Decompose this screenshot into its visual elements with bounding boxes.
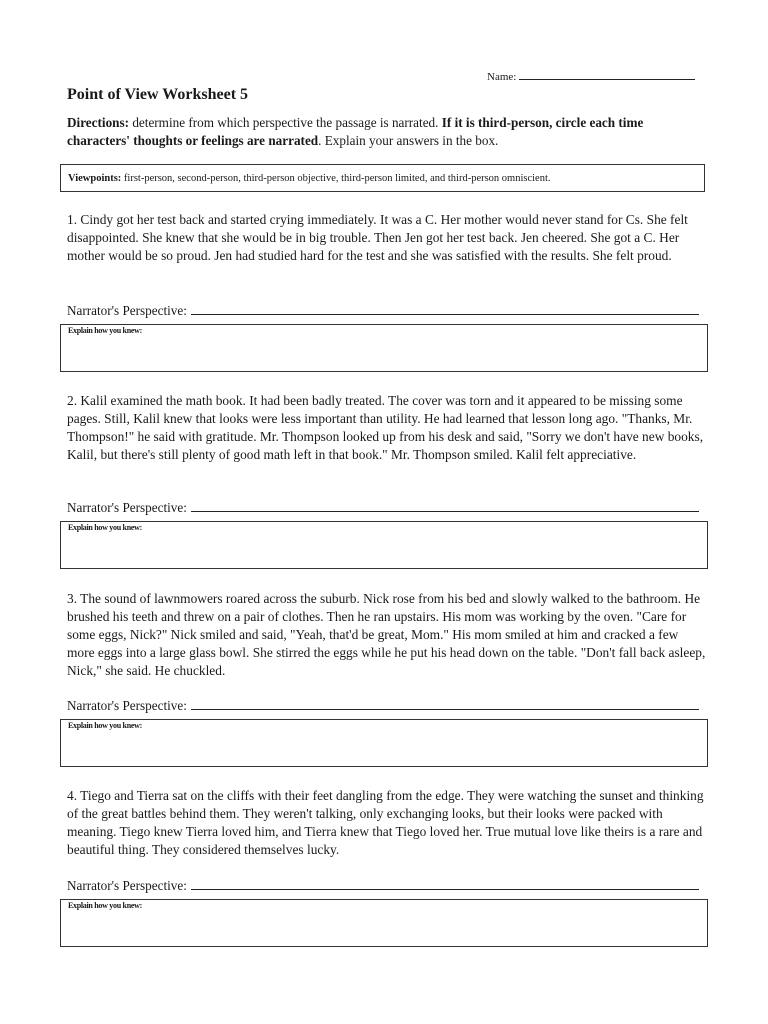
narrator-label-3: Narrator's Perspective: xyxy=(67,698,187,713)
directions-label: Directions: xyxy=(67,115,130,130)
explain-label-2: Explain how you knew: xyxy=(68,523,142,532)
viewpoints-text: first-person, second-person, third-person objective, third-person limited, and third-person omniscient. xyxy=(121,173,551,184)
directions-text-2: . Explain your answers in the box. xyxy=(318,133,499,148)
narrator-answer-line-3[interactable] xyxy=(191,697,699,710)
directions-text-1: determine from which perspective the passage is narrated. xyxy=(129,115,442,130)
passage-2: 2. Kalil examined the math book. It had been badly treated. The cover was torn and it appeared to be missing some pages. Still, Kalil knew that looks were less important than utility. He had learned that lesson long ago. "Thanks, Mr. Thompson!" he said with gratitude. Mr. Thompson looked up from his desk and said, "Sorry we don't have new books, Kalil, but there's still plenty of good math left in that book." Mr. Thompson smiled. Kalil felt appreciative. xyxy=(67,393,704,462)
narrator-answer-line-4[interactable] xyxy=(191,877,699,890)
narrator-perspective-3 xyxy=(67,697,699,714)
viewpoints-label: Viewpoints: xyxy=(68,173,122,184)
narrator-label-4: Narrator's Perspective: xyxy=(67,878,187,893)
explain-label-1: Explain how you knew: xyxy=(68,326,142,335)
passage-3: 3. The sound of lawnmowers roared across the suburb. Nick rose from his bed and slowly walked to the bathroom. He brushed his teeth and threw on a pair of clothes. Then he ran upstairs. His mom was working by the oven. "Care for some eggs, Nick?" Nick smiled and said, "Yeah, that'd be great, Mom." His mom smiled at him and cracked a few more eggs into a large glass bowl. She stirred the eggs while he put his head down on the table. "Don't fall back asleep, Nick," she said. He chuckled. xyxy=(67,591,706,678)
narrator-answer-line-1[interactable] xyxy=(191,302,699,315)
narrator-label-2: Narrator's Perspective: xyxy=(67,500,187,515)
name-label: Name: xyxy=(487,71,517,83)
passage-1: 1. Cindy got her test back and started crying immediately. It was a C. Her mother would never stand for Cs. She felt disappointed. She knew that she would be in big trouble. Then Jen got her test back. Jen cheered. She got a C. Her mother would be so proud. Jen had studied hard for the test and she was satisfied with the results. She felt proud. xyxy=(67,212,688,263)
passage-4: 4. Tiego and Tierra sat on the cliffs with their feet dangling from the edge. They were watching the sunset and thinking of the great battles behind them. They weren't talking, only exchanging looks, but their looks were packed with meaning. Tiego knew Tierra loved him, and Tierra knew that Tiego loved her. True mutual love like theirs is a rare and beautiful thing. They considered themselves lucky. xyxy=(67,788,704,857)
narrator-label-1: Narrator's Perspective: xyxy=(67,303,187,318)
narrator-perspective-1 xyxy=(67,302,699,319)
explain-label-3: Explain how you knew: xyxy=(68,721,142,730)
directions-bold-text: If it is third-person, circle each time characters' thoughts or feelings are narrated xyxy=(67,115,644,148)
narrator-perspective-2 xyxy=(67,499,699,516)
directions xyxy=(67,114,707,150)
explain-box-2[interactable] xyxy=(60,521,708,569)
explain-box-3[interactable] xyxy=(60,719,708,767)
viewpoints-box xyxy=(60,164,705,192)
explain-box-4[interactable] xyxy=(60,899,708,947)
narrator-answer-line-2[interactable] xyxy=(191,499,699,512)
page-title: Point of View Worksheet 5 xyxy=(67,86,249,103)
narrator-perspective-4 xyxy=(67,877,699,894)
name-blank-line[interactable] xyxy=(519,68,695,80)
explain-box-1[interactable] xyxy=(60,324,708,372)
name-field xyxy=(487,68,695,83)
explain-label-4: Explain how you knew: xyxy=(68,901,142,910)
